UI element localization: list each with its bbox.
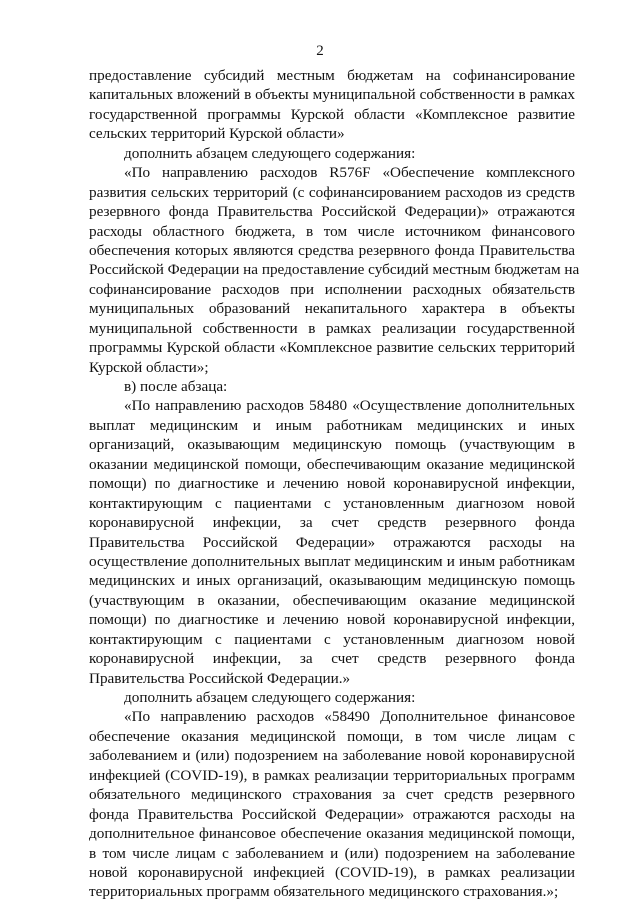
- text-line: сельских территорий Курской области»: [89, 125, 345, 143]
- document-body: [89, 66, 580, 902]
- text-line: Правительства Российской Федерации.»: [89, 669, 351, 687]
- text-line: обеспечения которых являются средства резервного фонда Правительства: [89, 241, 575, 259]
- text-line: (участвующим в оказании, обеспечивающим оказание медицинской: [89, 591, 575, 609]
- text-line: «По направлению расходов 58480 «Осуществление дополнительных: [124, 397, 575, 415]
- text-line: выплат медицинским и иным работникам медицинских и иных: [89, 416, 575, 434]
- text-line: муниципальной собственности в рамках реализации государственной: [89, 319, 575, 337]
- text-line: программы Курской области «Комплексное развитие сельских территорий: [89, 339, 575, 357]
- text-line: в) после абзаца:: [124, 378, 228, 395]
- text-line: обеспечение оказания медицинской помощи, в том числе лицам с: [89, 727, 575, 745]
- text-line: софинансирование расходов при исполнении расходных обязательств: [89, 280, 575, 298]
- text-line: коронавирусной инфекции, за счет средств резервного фонда: [89, 514, 575, 532]
- text-line: капитальных вложений в объекты муниципальной собственности в рамках: [89, 86, 575, 104]
- text-line: осуществление дополнительных выплат медицинским и иным работникам: [89, 552, 575, 570]
- page-number: 2: [316, 43, 324, 59]
- text-line: медицинских и иных организаций, оказывающим медицинскую помощь: [89, 572, 575, 590]
- text-line: Правительства Российской Федерации» отражаются расходы на: [89, 533, 575, 551]
- text-line: «По направлению расходов «58490 Дополнительное финансовое: [124, 708, 575, 726]
- text-line: дополнительное финансовое обеспечение оказания медицинской помощи,: [89, 825, 575, 843]
- text-line: «По направлению расходов R576F «Обеспечение комплексного: [124, 164, 575, 182]
- text-line: фонда Правительства Российской Федерации» отражаются расходы на: [89, 805, 575, 823]
- text-line: контактирующим с пациентами с установленным диагнозом новой: [89, 494, 575, 512]
- text-line: территориальных программ обязательного медицинского страхования.»;: [89, 883, 559, 901]
- text-line: оказании медицинской помощи, обеспечивающим оказание медицинской: [89, 455, 575, 473]
- text-line: новой коронавирусной инфекцией (COVID-19), в рамках реализации: [89, 863, 575, 881]
- text-line: государственной программы Курской области «Комплексное развитие: [89, 105, 575, 123]
- text-line: дополнить абзацем следующего содержания:: [124, 144, 416, 162]
- text-line: заболеванием и (или) подозрением на заболевание новой коронавирусной: [89, 747, 575, 765]
- text-line: помощи) по диагностике и лечению новой коронавирусной инфекции,: [89, 611, 575, 629]
- text-line: дополнить абзацем следующего содержания:: [124, 689, 416, 706]
- text-line: коронавирусной инфекции, за счет средств резервного фонда: [89, 650, 575, 668]
- text-line: организаций, оказывающим медицинскую помощь (участвующим в: [89, 436, 575, 454]
- text-line: в том числе лицам с заболеванием и (или) подозрением на заболевание: [89, 844, 575, 862]
- text-line: контактирующим с пациентами с установленным диагнозом новой: [89, 630, 575, 648]
- text-line: инфекцией (COVID-19), в рамках реализации территориальных программ: [89, 766, 575, 784]
- text-line: обязательного медицинского страхования за счет средств резервного: [89, 786, 575, 804]
- text-line: резервного фонда Правительства Российской Федерации)» отражаются: [89, 203, 575, 221]
- text-line: расходы областного бюджета, в том числе источником финансового: [89, 222, 575, 240]
- text-line: помощи) по диагностике и лечению новой коронавирусной инфекции,: [89, 475, 575, 493]
- text-line: развития сельских территорий (с софинансированием расходов из средств: [89, 183, 575, 201]
- text-line: предоставление субсидий местным бюджетам на софинансирование: [89, 67, 575, 84]
- text-line: Российской Федерации на предоставление субсидий местным бюджетам на: [89, 261, 580, 279]
- text-line: Курской области»;: [89, 358, 209, 376]
- text-line: муниципальных образований некапитального характера в объекты: [89, 300, 575, 318]
